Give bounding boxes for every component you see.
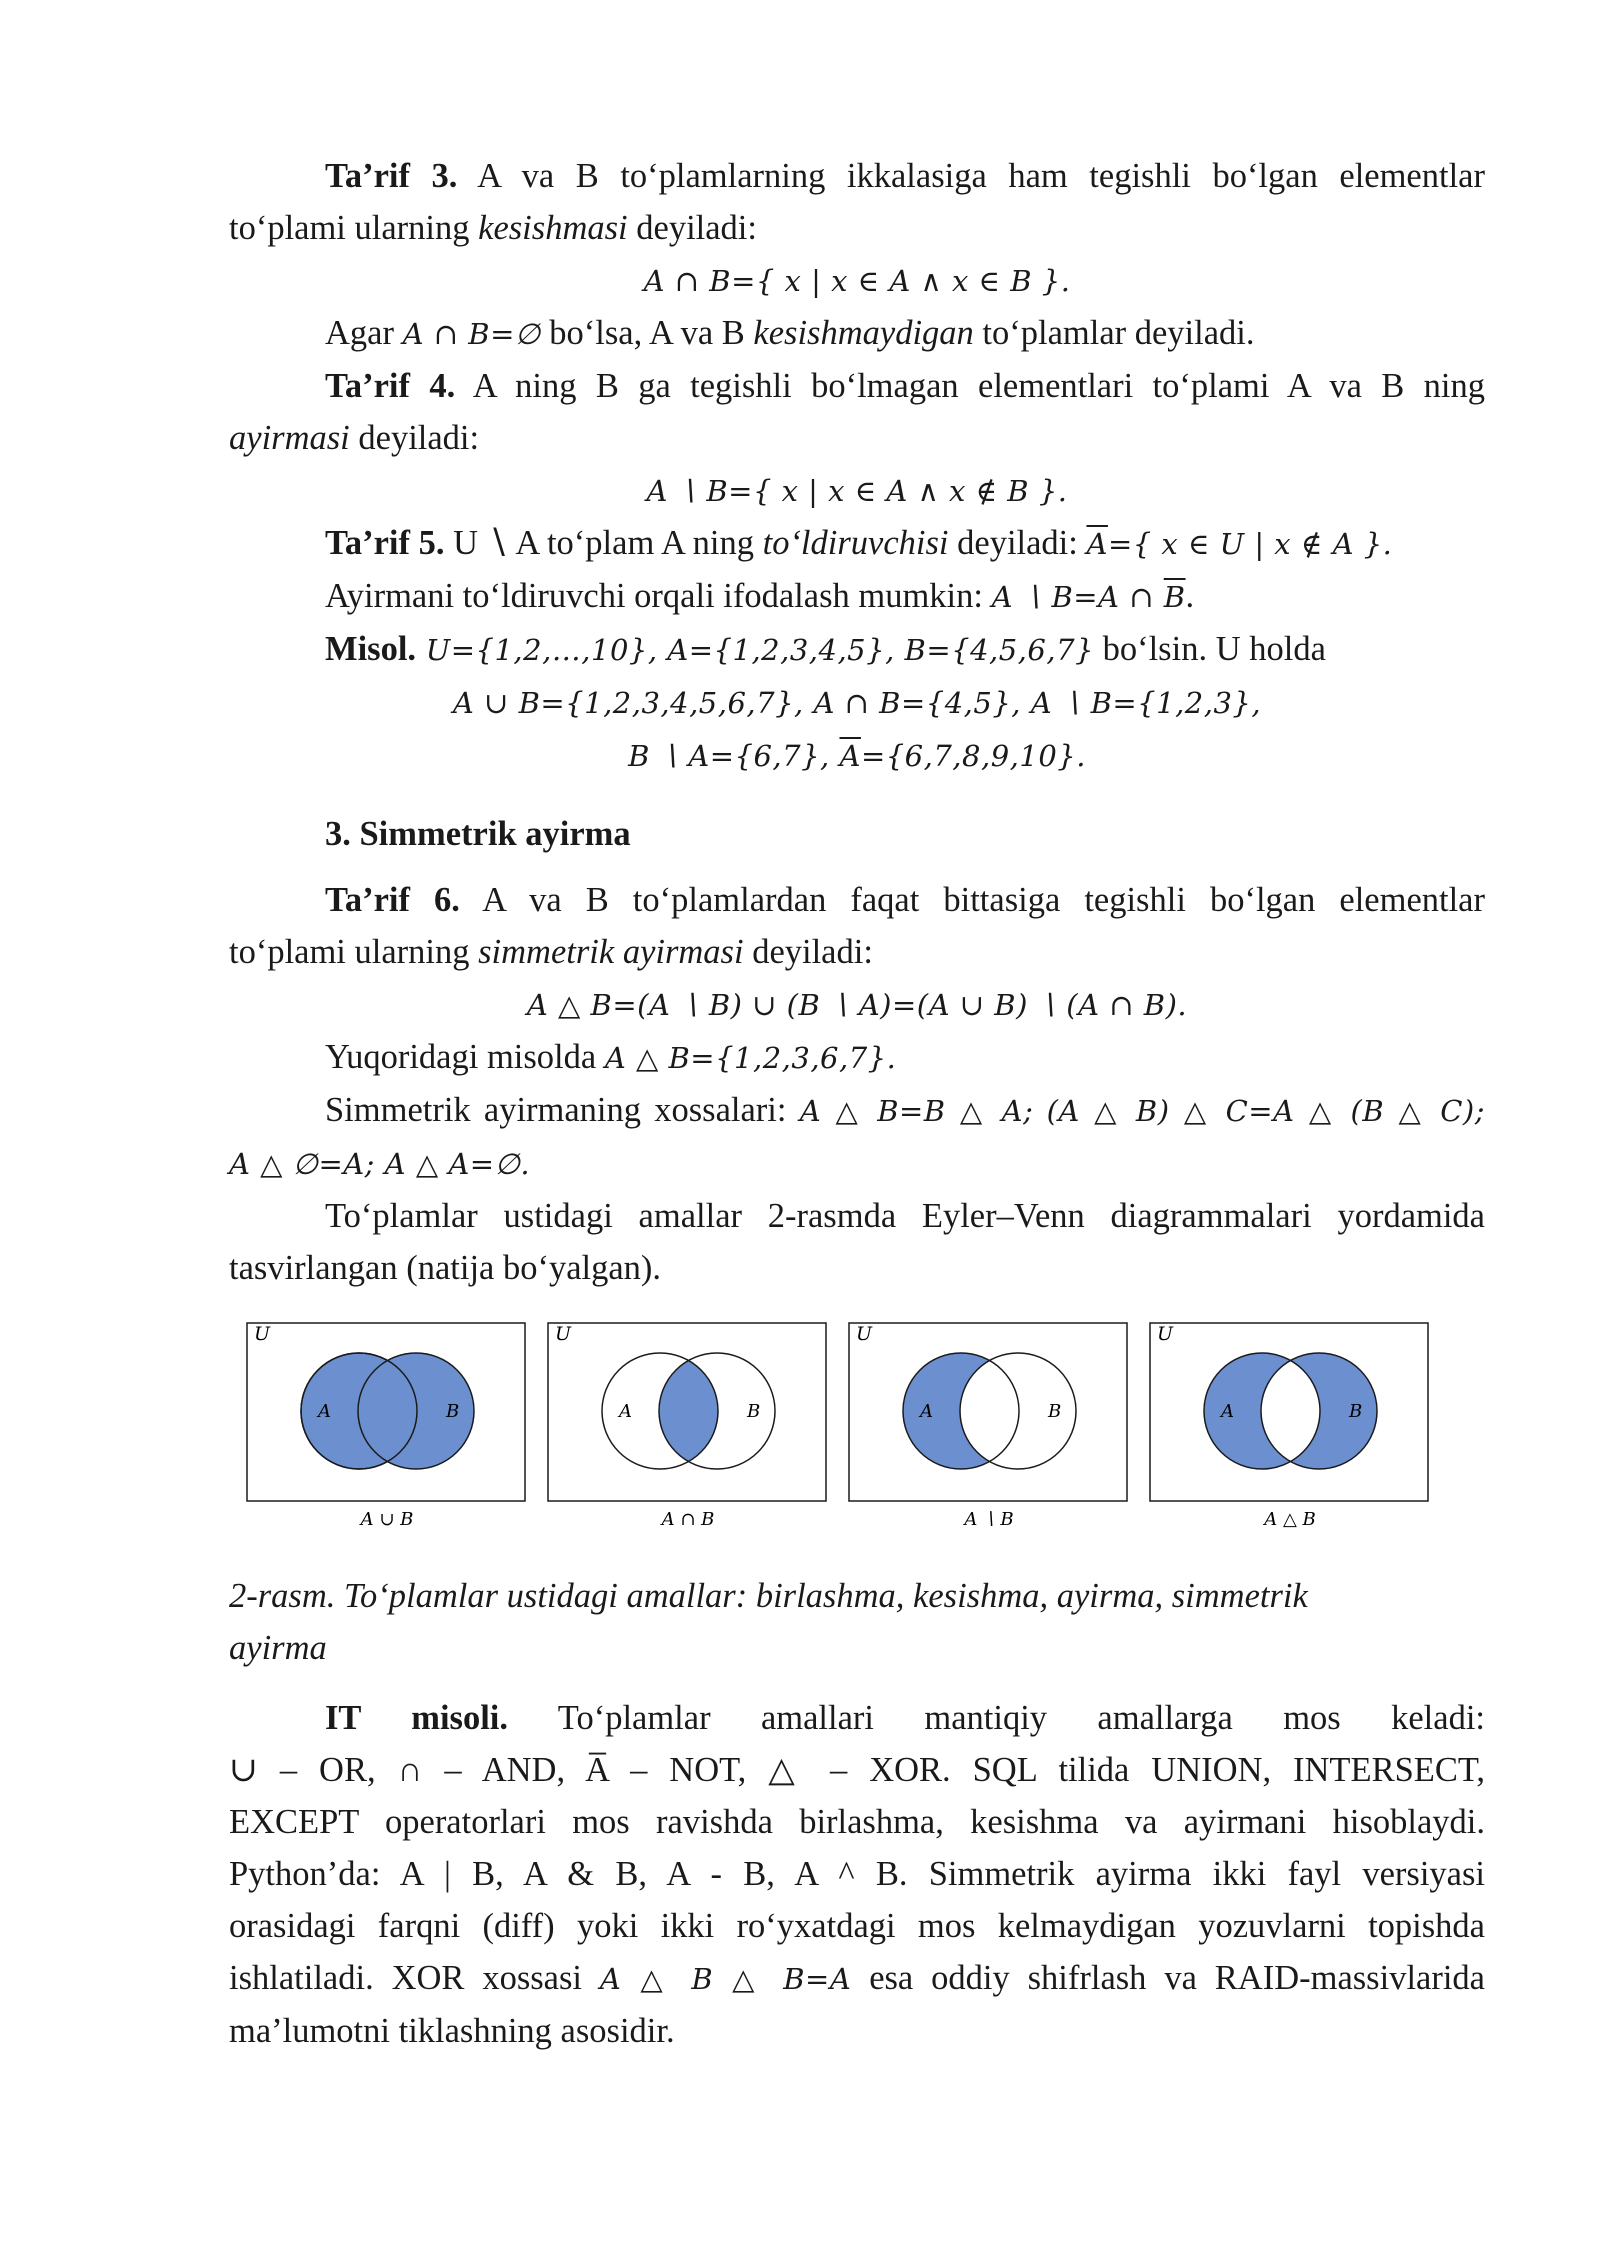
definition-6-line1: Ta’rif 6. A va B to‘plamlardan faqat bittasiga tegishli bo‘lgan elementlar (325, 881, 1485, 919)
definition-label: Ta’rif 6. (325, 881, 460, 919)
formula-difference: A ∖ B={ x | x ∈ A ∧ x ∉ B }. (646, 474, 1068, 508)
it-example-line3: EXCEPT operatorlari mos ravishda birlashma, kesishma va ayirmani hisoblaydi. (229, 1803, 1485, 1841)
venn-union (246, 1322, 528, 1542)
it-example-line4: Python’da: A | B, A & B, A - B, A ^ B. Simmetrik ayirma ikki fayl versiyasi (229, 1855, 1485, 1893)
it-example-label: IT misoli. (325, 1699, 509, 1737)
definition-4-line1: Ta’rif 4. A ning B ga tegishli bo‘lmagan elementlari to‘plami A va B ning (325, 367, 1485, 405)
definition-label: Ta’rif 3. (325, 157, 458, 195)
diagram-caption: A ∖ B (964, 1509, 1014, 1530)
example-result-1: A ∪ B={1,2,3,4,5,6,7}, A ∩ B={4,5}, A ∖ B={1,2,3}, (452, 686, 1262, 720)
example-line: Misol. U={1,2,…,10}, A={1,2,3,4,5}, B={4,5,6,7} bo‘lsin. U holda (325, 630, 1326, 668)
set-b-label: B (1048, 1401, 1062, 1422)
diagram-caption: A ∩ B (661, 1509, 715, 1530)
section-title: 3. Simmetrik ayirma (325, 815, 631, 853)
definition-4-line2: ayirmasi deyiladi: (229, 419, 480, 457)
universe-label: U (254, 1323, 271, 1345)
diagram-caption: A △ B (1264, 1509, 1316, 1530)
set-a-label: A (920, 1401, 933, 1422)
venn-symmetric-difference (1149, 1322, 1431, 1542)
formula-symmetric-difference: A △ B=(A ∖ B) ∪ (B ∖ A)=(A ∪ B) ∖ (A ∩ B). (526, 988, 1188, 1022)
set-a-label: A (1221, 1401, 1234, 1422)
universe-label: U (555, 1323, 572, 1345)
set-b-label: B (747, 1401, 761, 1422)
universe-label: U (856, 1323, 873, 1345)
properties-line1: Simmetrik ayirmaning xossalari: A △ B=B △ A; (A △ B) △ C=A △ (B △ C); (325, 1091, 1486, 1129)
venn-paragraph-line1: To‘plamlar ustidagi amallar 2-rasmda Eyler–Venn diagrammalari yordamida (325, 1197, 1485, 1235)
it-example-line6: ishlatiladi. XOR xossasi A △ B △ B=A esa oddiy shifrlash va RAID-massivlarida (229, 1959, 1485, 1997)
it-example-line5: orasidagi farqni (diff) yoki ikki ro‘yxatdagi mos kelmaydigan yozuvlarni topishda (229, 1907, 1485, 1945)
definition-3-line1: Ta’rif 3. A va B to‘plamlarning ikkalasiga ham tegishli bo‘lgan elementlar (325, 157, 1485, 195)
definition-label: Ta’rif 4. (325, 367, 456, 405)
set-b-label: B (1349, 1401, 1363, 1422)
it-example-line7: ma’lumotni tiklashning asosidir. (229, 2012, 675, 2050)
example-label: Misol. (325, 630, 417, 668)
example-symmetric: Yuqoridagi misolda A △ B={1,2,3,6,7}. (325, 1038, 897, 1076)
venn-paragraph-line2: tasvirlangan (natija bo‘yalgan). (229, 1249, 662, 1287)
definition-5: Ta’rif 5. U ∖ A to‘plam A ning to‘ldiruvchisi deyiladi: $\overline{A}=${ x ∈ U | x ∉ A }. (325, 524, 1393, 562)
diagram-caption: A ∪ B (360, 1509, 414, 1530)
set-a-label: A (318, 1401, 331, 1422)
example-result-2: B ∖ A={6,7}, $\overline{A}=\{6,7,8,9,10\}$. (628, 739, 1086, 773)
formula-intersection: A ∩ B={ x | x ∈ A ∧ x ∈ B }. (643, 264, 1071, 298)
it-example-line1: IT misoli. To‘plamlar amallari mantiqiy amallarga mos keladi: (325, 1699, 1485, 1737)
universe-label: U (1157, 1323, 1174, 1345)
term: kesishmasi (478, 209, 628, 247)
agar-line: Agar A ∩ B=∅ bo‘lsa, A va B kesishmaydigan to‘plamlar deyiladi. (325, 314, 1255, 352)
venn-difference (848, 1322, 1130, 1542)
set-a-label: A (619, 1401, 632, 1422)
figure-caption: 2-rasm. To‘plamlar ustidagi amallar: birlashma, kesishma, ayirma, simmetrik ayirma (229, 1577, 1308, 1667)
complement-expression: Ayirmani to‘ldiruvchi orqali ifodalash mumkin: A ∖ B=A ∩ $\overline{B}$. (325, 577, 1195, 615)
venn-diagrams (229, 1322, 1485, 1542)
properties-line2: A △ ∅=A; A △ A=∅. (229, 1147, 531, 1181)
set-b-label: B (446, 1401, 460, 1422)
definition-6-line2: to‘plami ularning simmetrik ayirmasi deyiladi: (229, 933, 873, 971)
document-page (229, 150, 1485, 2057)
it-example-line2: ∪ – OR, ∩ – AND, A̅ – NOT, △ – XOR. SQL tilida UNION, INTERSECT, (229, 1751, 1485, 1789)
venn-intersection (547, 1322, 829, 1542)
definition-label: Ta’rif 5. (325, 524, 445, 562)
definition-3-line2: to‘plami ularning kesishmasi deyiladi: (229, 209, 757, 247)
